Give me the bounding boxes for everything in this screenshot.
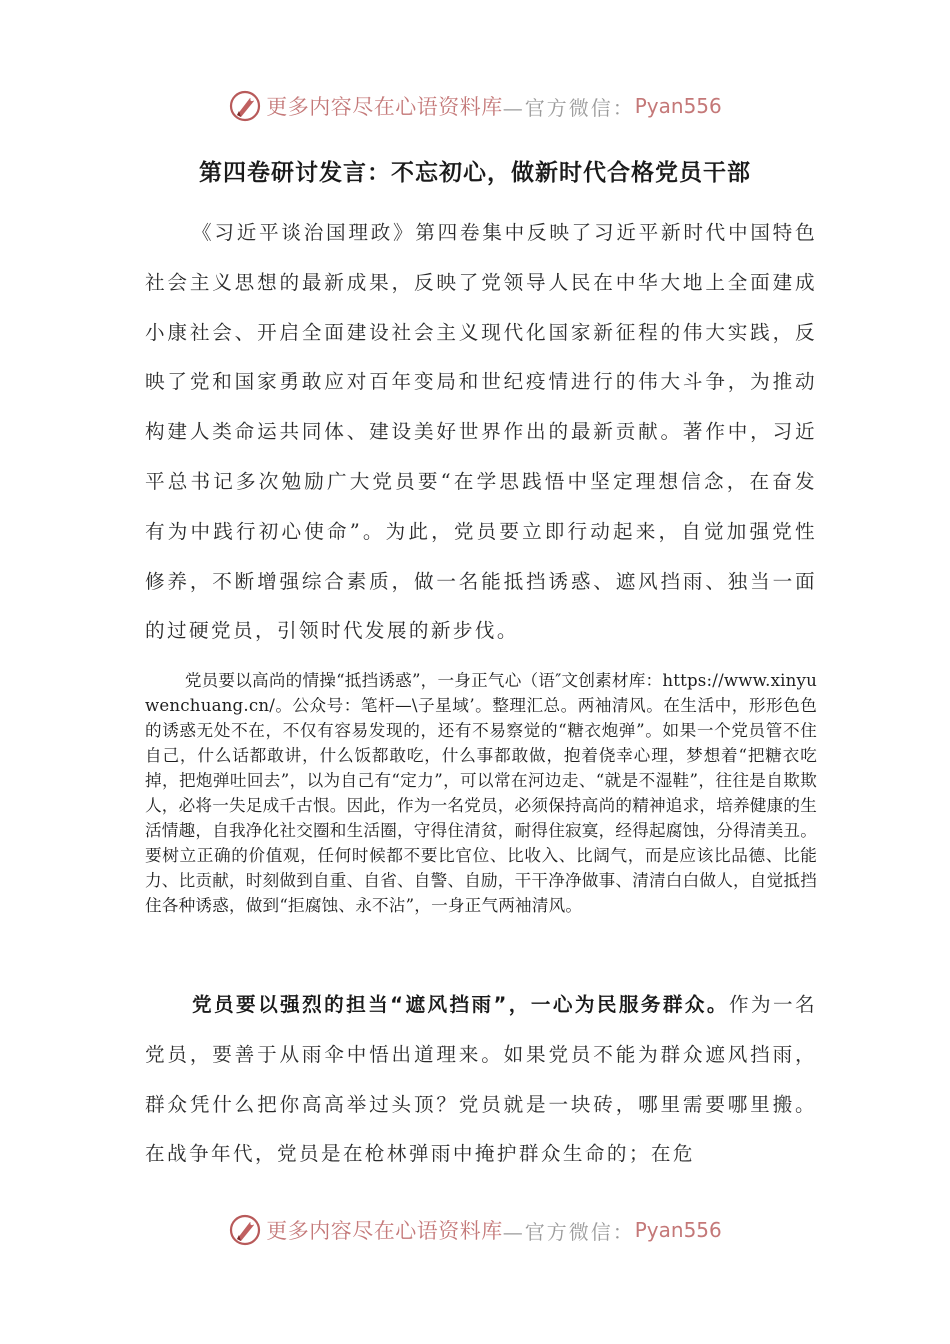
intro-paragraph: 《习近平谈治国理政》第四卷集中反映了习近平新时代中国特色社会主义思想的最新成果，反映了党领导人民在中华大地上全面建成小康社会、开启全面建设社会主义现代化国家新征程的伟大实践，反映了党和国家勇敢应对百年变局和世纪疫情进行的伟大斗争，为推动构建人类命运共同体、建设美好世界作出的最新贡献。著作中，习近平总书记多次勉励广大党员要“在学思践悟中坚定理想信念，在奋发有为中践行初心使命”。为此，党员要立即行动起来，自觉加强党性修养，不断增强综合素质，做一名能抵挡诱惑、遮风挡雨、独当一面的过硬党员，引领时代发展的新步伐。 [145,221,817,643]
section2-paragraph [145,980,817,1179]
banner-sub-text: —官方微信： [502,95,635,120]
section2-lead: 党员要以强烈的担当“遮风挡雨”，一心为民服务群众。 [192,993,729,1016]
header-banner [0,86,950,126]
pen-nib-logo-icon [228,1213,262,1247]
pen-nib-logo-icon [228,89,262,123]
section1-paragraph: 党员要以高尚的情操“抵挡诱惑”，一身正气心（语″文创素材库：https://www.xinyuwenchuang.cn/。公众号：笔杆—\子星域’。整理汇总。两袖清风。在生活中，形形色色的诱惑无处不在，不仅有容易发现的，还有不易察觉的“糖衣炮弹”。如果一个党员管不住自己，什么话都敢讲，什么饭都敢吃，什么事都敢做，抱着侥幸心理，梦想着“把糖衣吃掉，把炮弹吐回去”，以为自己有“定力”，可以常在河边走、“就是不湿鞋”，往往是自欺欺人，必将一失足成千古恨。因此，作为一名党员，必须保持高尚的精神追求，培养健康的生活情趣，自我净化社交圈和生活圈，守得住清贫，耐得住寂寞，经得起腐蚀，分得清美丑。要树立正确的价值观，任何时候都不要比官位、比收入、比阔气，而是应该比品德、比能力、比贡献，时刻做到自重、自省、自警、自励，干干净净做事、清清白白做人，自觉抵挡住各种诱惑，做到“拒腐蚀、永不沾”，一身正气两袖清风。 [145,671,817,915]
section2-body: 作为一名党员，要善于从雨伞中悟出道理来。如果党员不能为群众遮风挡雨，群众凭什么把你高高举过头顶？党员就是一块砖，哪里需要哪里搬。在战争年代，党员是在枪林弹雨中掩护群众生命的；在危 [145,993,817,1166]
banner-sub-text: —官方微信： [502,1219,635,1244]
document-title: 第四卷研讨发言：不忘初心，做新时代合格党员干部 [199,160,751,186]
banner-wechat-id: Pyan556 [634,94,722,118]
banner-main-text: 更多内容尽在心语资料库 [266,95,503,119]
footer-banner [0,1210,950,1250]
banner-wechat-id: Pyan556 [634,1218,722,1242]
banner-main-text: 更多内容尽在心语资料库 [266,1219,503,1243]
